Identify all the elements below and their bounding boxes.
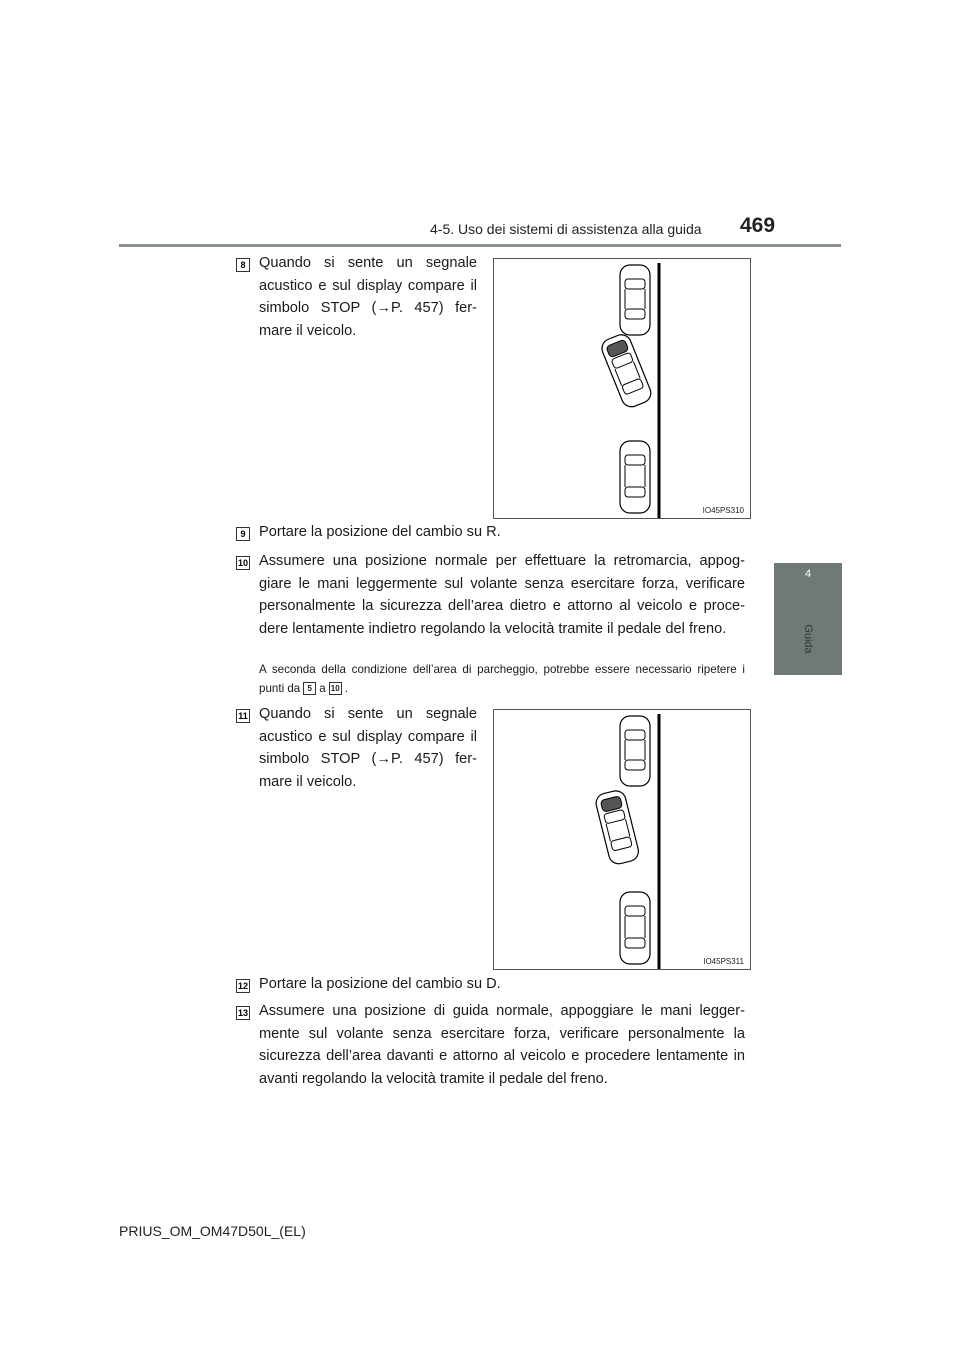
step-text: Portare la posizione del cambio su D. — [259, 976, 501, 992]
figure-code: IO45PS311 — [703, 957, 744, 966]
note-text: A seconda della condizione dell’area di parcheggio, potrebbe essere necessario ripetere i punti da — [259, 663, 745, 695]
header-divider — [119, 244, 841, 247]
chapter-number: 4 — [804, 568, 812, 580]
step-text: Portare la posizione del cambio su R. — [259, 524, 501, 540]
note-text: . — [344, 682, 348, 695]
step-note — [259, 660, 745, 698]
note-text: a — [319, 682, 326, 695]
parked-car-front — [620, 716, 650, 786]
step-number-badge: 8 — [236, 258, 250, 272]
parked-car-rear — [620, 441, 650, 513]
parking-figure — [493, 709, 751, 970]
page-number: 469 — [740, 214, 776, 237]
parked-car-rear — [620, 892, 650, 964]
step-reference-badge: 10 — [329, 682, 342, 695]
parking-figure — [493, 258, 751, 519]
parking-diagram — [494, 710, 750, 969]
parked-car-front — [620, 265, 650, 335]
step-text: Assumere una posizione di guida normale, appoggiare le mani legger- mente sul volante senza esercitare forza, verificare personalmente la sicurezza dell’area davanti e attorno al veicolo e procedere lentamente in avanti regolando la velocità tramite il pedale del freno. — [259, 1003, 745, 1087]
forward-car — [594, 789, 641, 866]
chapter-label: Guida — [802, 624, 814, 654]
step-text: Quando si sente un segnale acustico e sul display compare il simbolo STOP (→P. 457) fer- mare il veicolo. — [259, 706, 477, 790]
step-number-badge: 11 — [236, 709, 250, 723]
step-text: Assumere una posizione normale per effettuare la retromarcia, appog- giare le mani leggermente sul volante senza esercitare forza, verificare personalmente la sicurezza dell’area dietro e attorno al veicolo e proce- dere lentamente indietro regolando la velocità tramite il pedale del freno. — [259, 553, 745, 637]
document-id: PRIUS_OM_OM47D50L_(EL) — [119, 1223, 306, 1239]
parking-diagram — [494, 259, 750, 518]
step-number-badge: 10 — [237, 558, 248, 568]
step-number-badge: 9 — [236, 527, 250, 541]
section-title: 4-5. Uso dei sistemi di assistenza alla guida — [430, 221, 702, 237]
step-number-badge: 12 — [237, 981, 248, 991]
reversing-car — [599, 332, 654, 410]
figure-code: IO45PS310 — [702, 506, 744, 515]
step-text: Quando si sente un segnale acustico e sul display compare il simbolo STOP (→P. 457) fer- mare il veicolo. — [259, 255, 477, 339]
step-number-badge: 13 — [237, 1008, 248, 1018]
step-reference-badge: 5 — [303, 682, 316, 695]
